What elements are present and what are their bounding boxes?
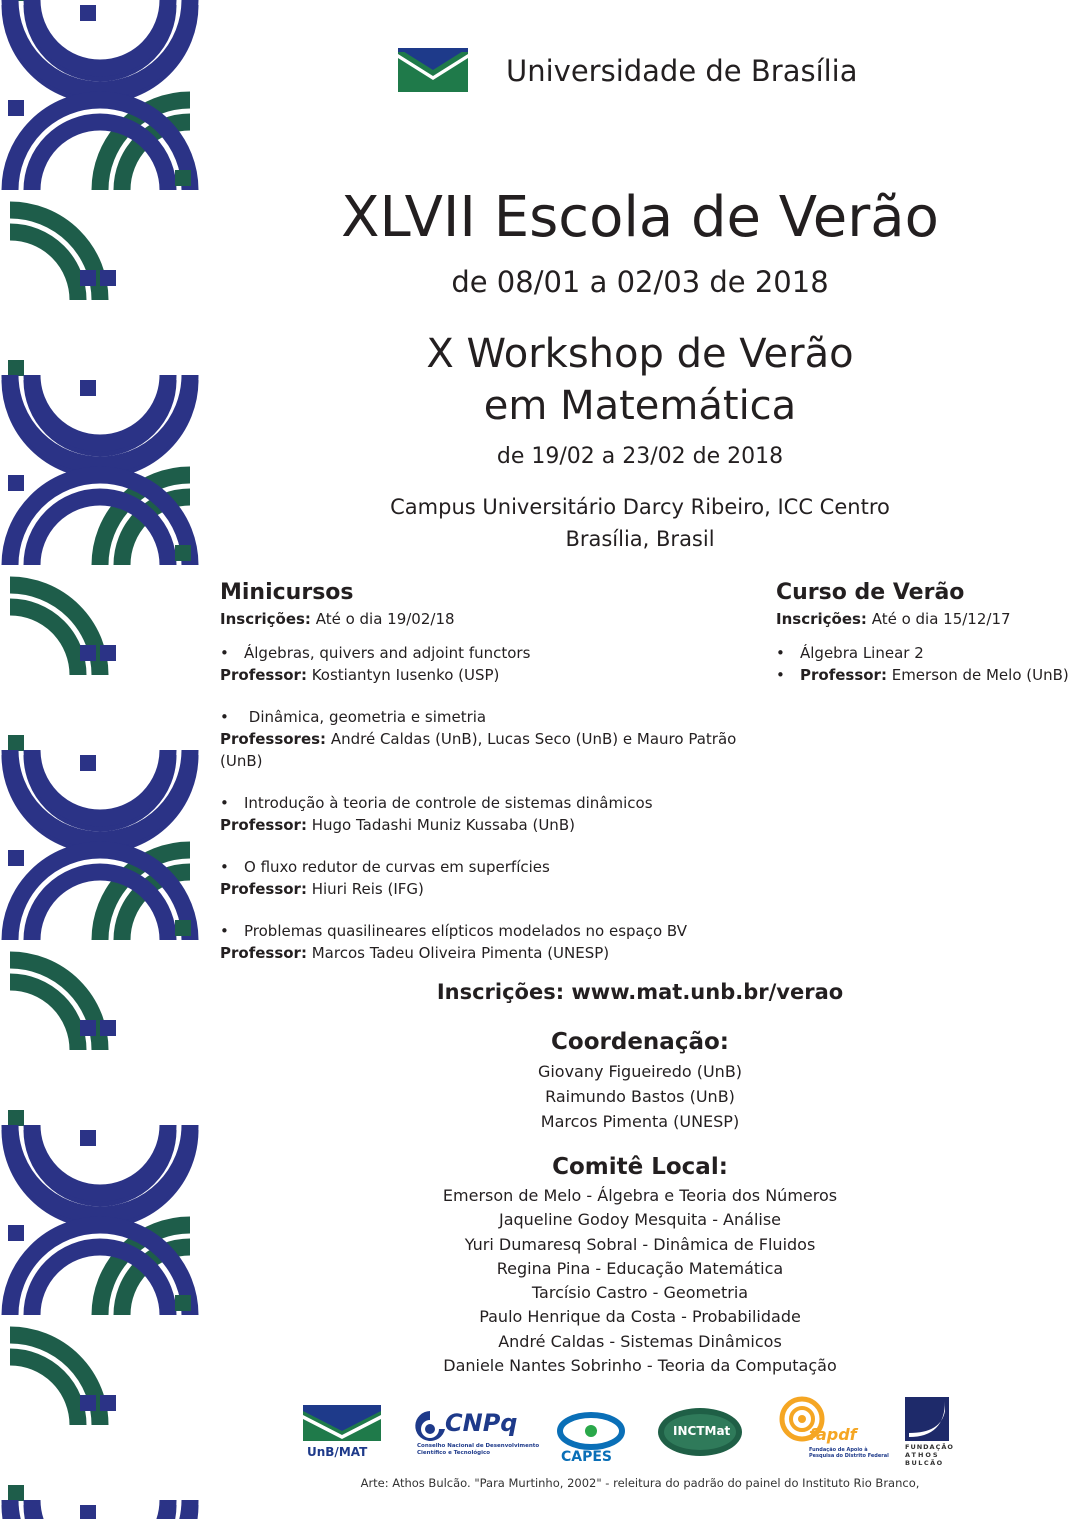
event-title: XLVII Escola de Verão	[341, 185, 939, 250]
pattern-square	[175, 545, 191, 561]
cnpq-subtitle-2: Científico e Tecnológico	[417, 1450, 490, 1456]
bullet-icon: •	[776, 666, 785, 684]
event-location	[240, 491, 1040, 555]
registration-url[interactable]: Inscrições: www.mat.unb.br/verao	[436, 980, 844, 1004]
unb-mat-logo	[303, 1395, 381, 1467]
pattern-square	[175, 170, 191, 186]
role-label: Professor:	[800, 666, 887, 684]
unb-logo	[398, 48, 468, 92]
coordenacao-list	[240, 1059, 1040, 1134]
pattern-square	[175, 920, 191, 936]
athos-bulcao-pattern	[0, 0, 200, 1519]
bullet-icon: •	[776, 644, 785, 662]
workshop-title-line-1: X Workshop de Verão	[426, 331, 854, 377]
cnpq-logo	[413, 1395, 538, 1467]
pattern-arc	[32, 1505, 168, 1519]
event-dates: de 08/01 a 02/03 de 2018	[451, 265, 829, 299]
pattern-square	[80, 380, 96, 396]
list-item	[220, 792, 780, 836]
pattern-square	[8, 1485, 24, 1501]
inctmat-label: INCTMat	[673, 1424, 731, 1438]
minicursos-registration	[220, 608, 780, 630]
athos-label-1: FUNDAÇÃO	[905, 1443, 954, 1451]
course-teacher: Marcos Tadeu Oliveira Pimenta (UNESP)	[306, 944, 610, 962]
course-teacher: Kostiantyn Iusenko (USP)	[306, 666, 500, 684]
athos-label-3: BULCÃO	[905, 1459, 944, 1467]
location-line-2: Brasília, Brasil	[565, 527, 715, 551]
comite-member: Yuri Dumaresq Sobral - Dinâmica de Fluidos	[464, 1234, 816, 1254]
comite-member: Daniele Nantes Sobrinho - Teoria da Computação	[443, 1356, 837, 1376]
cnpq-subtitle-1: Conselho Nacional de Desenvolvimento	[417, 1443, 540, 1449]
role-label: Professor:	[220, 880, 307, 898]
art-credit: Arte: Athos Bulcão. "Para Murtinho, 2002" - releitura do padrão do painel do Instituto Rio Branco,	[360, 1476, 920, 1490]
unb-mat-label: UnB/MAT	[307, 1445, 368, 1459]
coordenacao-member: Raimundo Bastos (UnB)	[545, 1087, 735, 1106]
pattern-square	[80, 5, 96, 21]
workshop-dates: de 19/02 a 23/02 de 2018	[496, 444, 784, 469]
comite-member: Jaqueline Godoy Mesquita - Análise	[498, 1210, 782, 1230]
bullet-icon: •	[220, 858, 229, 876]
workshop-title	[240, 328, 1040, 432]
coordenacao-member: Marcos Pimenta (UNESP)	[540, 1112, 740, 1131]
pattern-square	[100, 1020, 116, 1036]
role-label: Professor:	[220, 666, 307, 684]
role-label: Professores:	[220, 730, 327, 748]
course-teacher: Emerson de Melo (UnB)	[886, 666, 1069, 684]
list-item	[220, 856, 780, 900]
athos-label-2: ATHOS	[905, 1451, 940, 1459]
fapdf-label: fapdf	[809, 1425, 857, 1444]
pattern-square	[8, 1225, 24, 1241]
curso-verao-registration	[776, 608, 1076, 630]
pattern-square	[80, 1020, 96, 1036]
course-name: Introdução à teoria de controle de sistemas dinâmicos	[244, 794, 653, 812]
bullet-icon: •	[220, 708, 229, 726]
course-name: Dinâmica, geometria e simetria	[244, 708, 487, 726]
registration-label: Inscrições:	[776, 610, 867, 628]
role-label: Professor:	[220, 944, 307, 962]
registration-deadline: Até o dia 19/02/18	[310, 610, 455, 628]
pattern-arc	[32, 750, 168, 818]
capes-logo	[555, 1395, 630, 1467]
minicursos-title: Minicursos	[220, 580, 354, 605]
pattern-arc	[32, 375, 168, 443]
list-item	[220, 706, 780, 772]
bullet-icon: •	[220, 794, 229, 812]
comite-member: Emerson de Melo - Álgebra e Teoria dos Números	[442, 1186, 838, 1205]
comite-member: Tarcísio Castro - Geometria	[531, 1283, 749, 1303]
fapdf-subtitle-2: Pesquisa do Distrito Federal	[809, 1453, 889, 1459]
pattern-square	[8, 1110, 24, 1126]
curso-verao-section	[776, 578, 1076, 686]
pattern-square	[80, 755, 96, 771]
institution-name: Universidade de Brasília	[506, 54, 858, 88]
list-item	[220, 642, 780, 686]
pattern-square	[8, 735, 24, 751]
fapdf-subtitle-1: Fundação de Apoio à	[809, 1447, 868, 1453]
pattern-square	[80, 645, 96, 661]
comite-title: Comitê Local:	[552, 1154, 728, 1180]
course-name: O fluxo redutor de curvas em superfícies	[244, 858, 550, 876]
course-teacher: Hiuri Reis (IFG)	[306, 880, 424, 898]
pattern-square	[8, 475, 24, 491]
comite-list	[240, 1184, 1040, 1378]
cnpq-label: CNPq	[445, 1409, 518, 1437]
inctmat-logo	[657, 1395, 745, 1467]
workshop-title-line-2: em Matemática	[483, 383, 797, 429]
pattern-square	[175, 1295, 191, 1311]
minicursos-list	[220, 642, 780, 964]
course-name: Álgebra Linear 2	[800, 644, 924, 662]
pattern-square	[80, 1505, 96, 1519]
pattern-square	[8, 850, 24, 866]
list-item	[220, 920, 780, 964]
minicursos-section	[220, 578, 780, 984]
pattern-square	[100, 1395, 116, 1411]
sponsor-logos	[295, 1395, 1065, 1475]
course-teacher: André Caldas (UnB), Lucas Seco (UnB) e Mauro Patrão (UnB)	[220, 730, 737, 770]
pattern-arc	[32, 1125, 168, 1193]
pattern-square	[8, 100, 24, 116]
pattern-square	[80, 270, 96, 286]
pattern-square	[80, 1395, 96, 1411]
bullet-icon: •	[220, 922, 229, 940]
unb-mat-icon	[303, 1395, 381, 1441]
role-label: Professor:	[220, 816, 307, 834]
pattern-square	[80, 1130, 96, 1146]
athos-icon	[905, 1397, 949, 1441]
course-name: Problemas quasilineares elípticos modelados no espaço BV	[244, 922, 688, 940]
list-item	[776, 642, 1076, 686]
fundacao-athos-bulcao-logo	[905, 1395, 955, 1467]
capes-label: CAPES	[561, 1449, 613, 1465]
registration-label: Inscrições:	[220, 610, 311, 628]
coordenacao-title: Coordenação:	[551, 1029, 729, 1055]
pattern-square	[100, 270, 116, 286]
comite-member: Paulo Henrique da Costa - Probabilidade	[479, 1307, 801, 1327]
curso-verao-title: Curso de Verão	[776, 580, 965, 605]
location-line-1: Campus Universitário Darcy Ribeiro, ICC Centro	[390, 495, 890, 519]
pattern-arc	[32, 0, 168, 68]
comite-member: André Caldas - Sistemas Dinâmicos	[498, 1331, 782, 1351]
course-name: Álgebras, quivers and adjoint functors	[244, 644, 531, 662]
registration-deadline: Até o dia 15/12/17	[866, 610, 1011, 628]
coordenacao-member: Giovany Figueiredo (UnB)	[537, 1062, 743, 1081]
course-teacher: Hugo Tadashi Muniz Kussaba (UnB)	[306, 816, 575, 834]
pattern-arc	[32, 1500, 168, 1519]
bullet-icon: •	[220, 644, 229, 662]
pattern-square	[8, 360, 24, 376]
fapdf-logo	[779, 1395, 889, 1467]
comite-member: Regina Pina - Educação Matemática	[496, 1258, 784, 1278]
pattern-square	[100, 645, 116, 661]
